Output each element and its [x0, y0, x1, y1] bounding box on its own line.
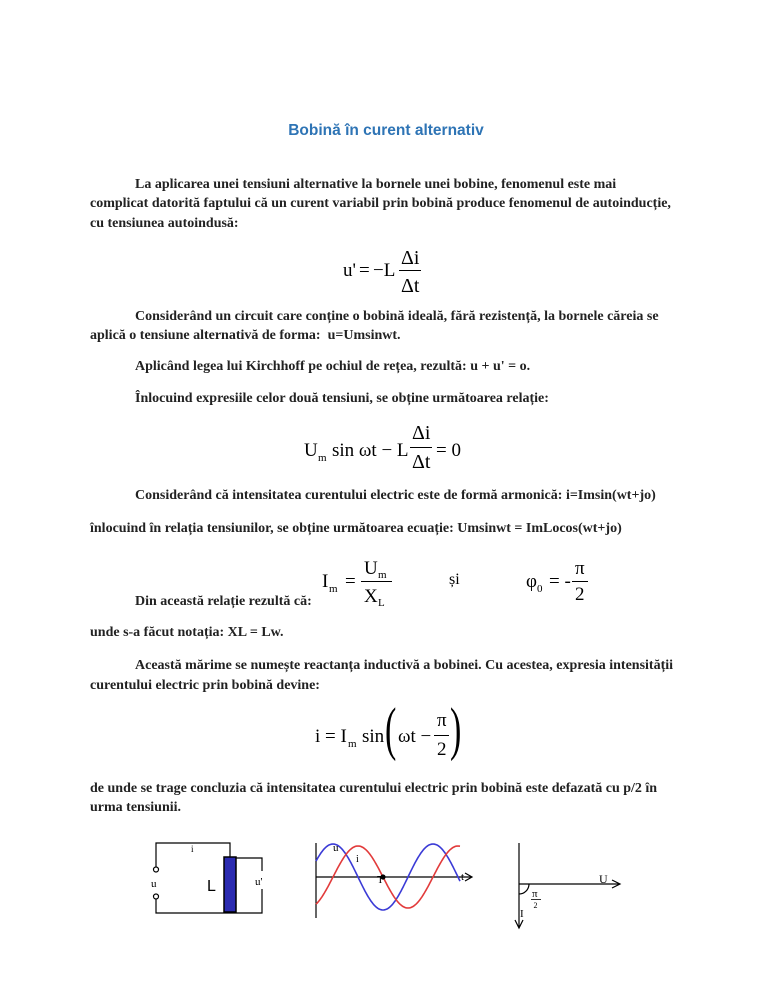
- eq2-numerator: Δi: [412, 422, 431, 444]
- waveform-current-label: i: [356, 854, 359, 865]
- paragraph-10-line-1: de unde se trage concluzia că intensitatea curentului electric prin bobină este defazată cu p/2 în: [90, 781, 658, 796]
- page-title: Bobină în curent alternativ: [288, 122, 484, 139]
- eq3-phase-denominator: 2: [575, 584, 585, 605]
- paragraph-2-line-1: Considerând un circuit care conține o bobină ideală, fără rezistență, la bornele căreia se: [135, 309, 659, 324]
- eq3-phase-fraction-bar: [572, 581, 588, 582]
- eq3-numerator: U: [364, 558, 378, 579]
- paragraph-4: Înlocuind expresiile celor două tensiuni, se obține următoarea relație:: [135, 391, 549, 406]
- eq2-rhs: = 0: [436, 440, 461, 461]
- circuit-self-voltage-label: u': [255, 876, 263, 888]
- eq2-voltage: U: [304, 440, 318, 461]
- eq4-right-paren: ): [450, 697, 462, 763]
- terminal-bottom: [154, 894, 159, 899]
- eq1-denominator: Δt: [401, 275, 420, 297]
- phasor-voltage-label: U: [599, 872, 608, 886]
- terminal-top: [154, 867, 159, 872]
- phasor-angle-denominator: 2: [533, 901, 538, 910]
- phasor-angle-numerator: π: [532, 888, 538, 900]
- paragraph-9-line-2: curentului electric prin bobină devine:: [90, 678, 320, 693]
- eq3-current: I: [322, 571, 329, 592]
- phase-angle-arc: [519, 884, 529, 894]
- eq2-denominator: Δt: [412, 451, 431, 473]
- eq3-phase-equals: = -: [549, 571, 571, 592]
- waveform-voltage-label: u: [333, 842, 339, 854]
- eq3-numerator-subscript: m: [378, 569, 387, 581]
- waveform-period-label: T: [377, 874, 384, 886]
- paragraph-6: înlocuind în relația tensiunilor, se obține următoarea ecuație: Umsinwt = ImLocos(wt+jo): [90, 521, 622, 536]
- paragraph-1-line-3: cu tensiunea autoindusă:: [90, 216, 239, 231]
- eq3-fraction-bar: [361, 581, 392, 582]
- eq4-denominator: 2: [437, 739, 447, 760]
- eq3-denominator: X: [364, 586, 378, 607]
- paragraph-8: unde s-a făcut notația: XL = Lw.: [90, 625, 284, 640]
- waveform-diagram: [316, 843, 472, 918]
- eq4-left-paren: (: [385, 697, 397, 763]
- paragraph-10-line-2: urma tensiunii.: [90, 800, 182, 815]
- eq4-fraction-bar: [434, 735, 449, 736]
- paragraph-2-line-2: aplică o tensiune alternativă de forma: u=Umsinwt.: [90, 328, 401, 343]
- eq1-lhs: u': [343, 260, 356, 281]
- waveform-time-label: t: [461, 871, 465, 883]
- circuit-current-label: i: [191, 844, 194, 854]
- circuit-inductor-label: L: [207, 878, 216, 895]
- eq4-function: sin: [362, 726, 385, 747]
- eq3-current-subscript: m: [329, 583, 338, 595]
- paragraph-5: Considerând că intensitatea curentului electric este de formă armonică: i=Imsin(wt+jo): [135, 488, 656, 503]
- eq4-numerator: π: [437, 710, 447, 731]
- eq2-middle-term: sin ωt − L: [332, 440, 409, 461]
- eq1-fraction-bar: [399, 270, 421, 271]
- eq1-numerator: Δi: [401, 247, 420, 269]
- circuit-right-wire: [236, 858, 262, 871]
- eq1-coefficient: −L: [373, 260, 396, 281]
- eq3-equals: =: [345, 571, 356, 592]
- eq2-fraction-bar: [410, 447, 432, 448]
- eq4-argument: ωt −: [398, 726, 432, 747]
- inductor-coil: [224, 857, 236, 912]
- eq4-lhs: i = I: [315, 726, 347, 747]
- eq3-phase-numerator: π: [575, 558, 585, 579]
- eq1-equals: =: [359, 260, 370, 281]
- paragraph-9-line-1: Această mărime se numește reactanța inductivă a bobinei. Cu acestea, expresia intensității: [135, 658, 674, 673]
- paragraph-1-line-1: La aplicarea unei tensiuni alternative la bornele unei bobine, fenomenul este mai: [135, 177, 617, 192]
- eq3-denominator-subscript: L: [378, 597, 385, 609]
- circuit-voltage-label: u: [151, 878, 157, 890]
- paragraph-7: Din această relație rezultă că:: [135, 594, 312, 609]
- phasor-current-label: I: [520, 908, 524, 920]
- eq2-voltage-subscript: m: [318, 452, 327, 464]
- eq4-lhs-subscript: m: [348, 738, 357, 750]
- paragraph-1-line-2: complicat datorită faptului că un curent variabil prin bobină produce fenomenul de autoinducție,: [90, 196, 671, 211]
- eq3-phase: φ: [526, 571, 537, 592]
- paragraph-3: Aplicând legea lui Kirchhoff pe ochiul de rețea, rezultă: u + u' = o.: [135, 359, 531, 374]
- figures-row: [0, 830, 768, 940]
- eq3-conjunction: și: [449, 571, 460, 588]
- eq3-phase-subscript: 0: [537, 583, 543, 595]
